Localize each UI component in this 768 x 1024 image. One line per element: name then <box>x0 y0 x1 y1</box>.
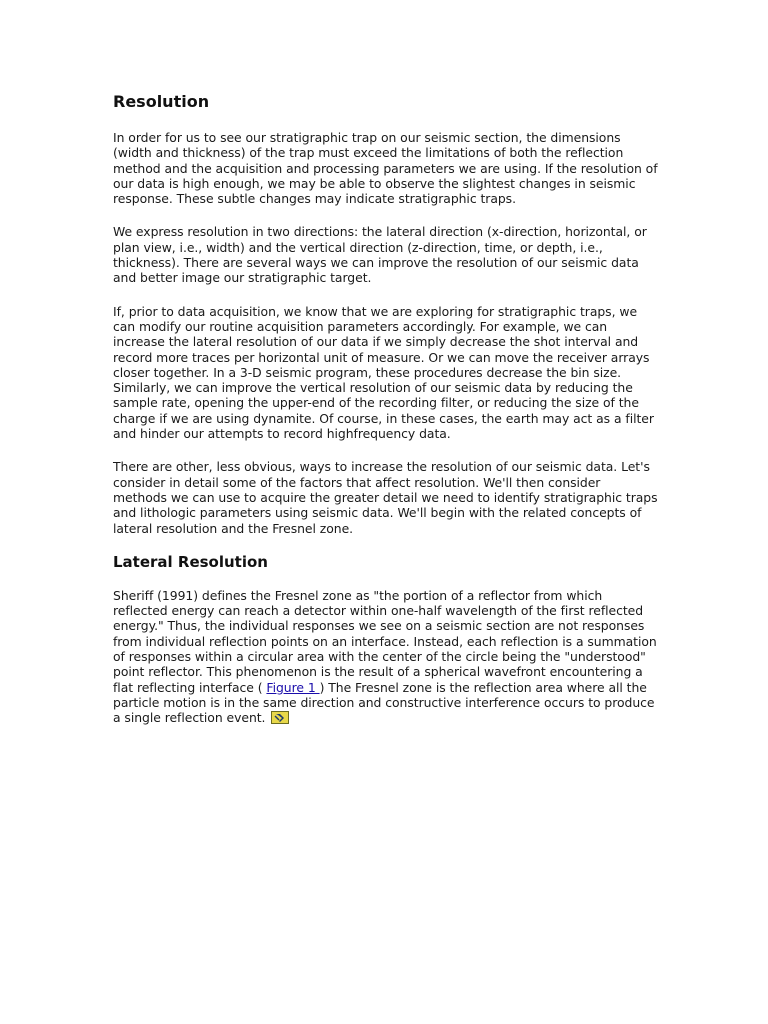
document-page <box>113 92 658 744</box>
figure-pointer-icon[interactable] <box>271 711 289 724</box>
figure-1-link[interactable]: Figure 1 <box>266 679 320 695</box>
paragraph-other-ways: There are other, less obvious, ways to increase the resolution of our seismic data. Let's consider in detail some of the factors that affect resolution. We'll then consider methods we can use to acquire the greater detail we need to identify stratigraphic traps and lithologic parameters using seismic data. We'll begin with the related concepts of lateral resolution and the Fresnel zone. <box>113 459 658 536</box>
paragraph-resolution-directions: We express resolution in two directions: the lateral direction (x-direction, horizontal, or plan view, i.e., width) and the vertical direction (z-direction, time, or depth, i.e., thickness). There are several ways we can improve the resolution of our seismic data and better image our stratigraphic target. <box>113 224 647 286</box>
heading-lateral-resolution: Lateral Resolution <box>113 552 268 571</box>
fresnel-text-after-link: ) The Fresnel zone is the reflection area where all the particle motion is in the same direction and constructive interference occurs to produce a single reflection event. <box>113 679 655 726</box>
paragraph-fresnel-zone <box>113 588 658 726</box>
paragraph-acquisition-parameters: If, prior to data acquisition, we know that we are exploring for stratigraphic traps, we can modify our routine acquisition parameters accordingly. For example, we can increase the lateral resolution of our data if we simply decrease the shot interval and record more traces per horizontal unit of measure. Or we can move the receiver arrays closer together. In a 3-D seismic program, these procedures decrease the bin size. Similarly, we can improve the vertical resolution of our seismic data by reducing the sample rate, opening the upper-end of the recording filter, or reducing the size of the charge if we are using dynamite. Of course, in these cases, the earth may act as a filter and hinder our attempts to record highfrequency data. <box>113 303 654 442</box>
paragraph-resolution-intro: In order for us to see our stratigraphic trap on our seismic section, the dimensions (width and thickness) of the trap must exceed the limitations of both the reflection method and the acquisition and processing parameters we are using. If the resolution of our data is high enough, we may be able to observe the slightest changes in seismic response. These subtle changes may indicate stratigraphic traps. <box>113 130 658 207</box>
heading-resolution: Resolution <box>113 92 210 111</box>
fresnel-text-before-link: Sheriff (1991) defines the Fresnel zone as "the portion of a reflector from which reflected energy can reach a detector within one-half wavelength of the first reflected energy." Thus, the individual responses we see on a seismic section are not responses from individual reflection points on an interface. Instead, each reflection is a summation of responses within a circular area with the center of the circle being the "understood" point reflector. This phenomenon is the result of a spherical wavefront encountering a flat reflecting interface ( <box>113 587 657 695</box>
